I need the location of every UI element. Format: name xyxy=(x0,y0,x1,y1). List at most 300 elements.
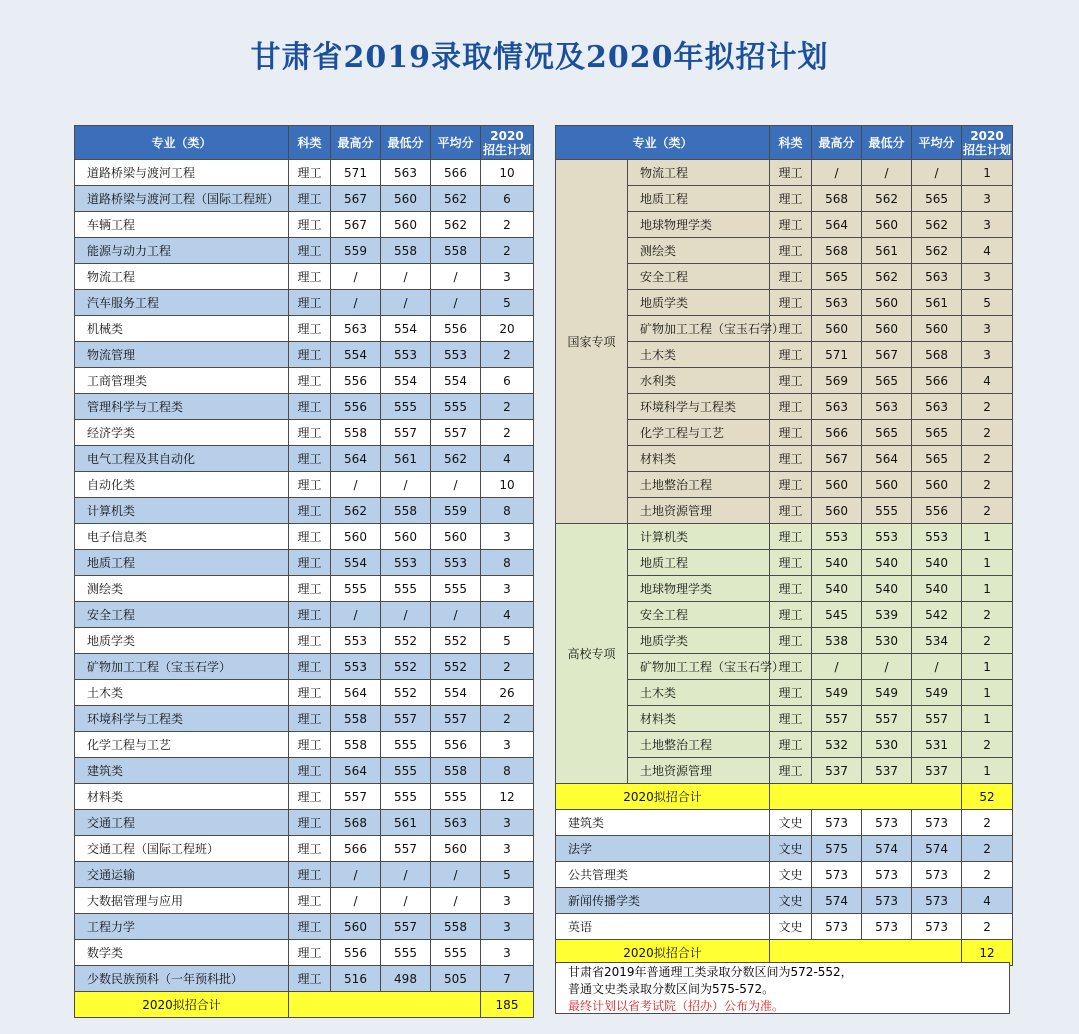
max-score-cell: 560 xyxy=(812,316,862,342)
avg-score-cell: 555 xyxy=(431,394,481,420)
max-score-cell: 537 xyxy=(812,758,862,784)
max-score-cell: 540 xyxy=(812,550,862,576)
table-row xyxy=(75,862,534,888)
min-score-cell: 552 xyxy=(381,654,431,680)
subject-cell: 理工 xyxy=(289,654,331,680)
max-score-cell: 540 xyxy=(812,576,862,602)
avg-score-cell: 560 xyxy=(431,524,481,550)
max-score-cell: 567 xyxy=(331,212,381,238)
left-total-blank xyxy=(289,992,481,1018)
major-cell: 电气工程及其自动化 xyxy=(75,446,289,472)
subject-cell: 理工 xyxy=(289,290,331,316)
avg-score-cell: 565 xyxy=(912,186,962,212)
group-label-cell: 国家专项 xyxy=(556,160,628,524)
major-cell: 建筑类 xyxy=(75,758,289,784)
plan-cell: 3 xyxy=(481,888,534,914)
min-score-cell: 555 xyxy=(381,758,431,784)
min-score-cell: 553 xyxy=(862,524,912,550)
max-score-cell: / xyxy=(812,654,862,680)
major-cell: 工商管理类 xyxy=(75,368,289,394)
max-score-cell: 557 xyxy=(812,706,862,732)
max-score-cell: 559 xyxy=(331,238,381,264)
subject-cell: 理工 xyxy=(770,602,812,628)
page-title: 甘肃省2019录取情况及2020年拟招计划 xyxy=(250,40,829,75)
subject-cell: 理工 xyxy=(770,472,812,498)
major-cell: 矿物加工工程（宝玉石学） xyxy=(628,316,770,342)
avg-score-cell: 562 xyxy=(912,212,962,238)
min-score-cell: 555 xyxy=(862,498,912,524)
avg-score-cell: 563 xyxy=(912,264,962,290)
left-total-row xyxy=(75,992,534,1018)
table-row xyxy=(75,550,534,576)
plan-cell: 2 xyxy=(962,810,1013,836)
avg-score-cell: / xyxy=(431,602,481,628)
max-score-cell: 562 xyxy=(331,498,381,524)
avg-score-cell: 558 xyxy=(431,238,481,264)
header-max-right: 最高分 xyxy=(812,126,862,160)
major-cell: 管理科学与工程类 xyxy=(75,394,289,420)
table-row xyxy=(75,498,534,524)
plan-cell: 3 xyxy=(481,524,534,550)
major-cell: 汽车服务工程 xyxy=(75,290,289,316)
table-row xyxy=(75,160,534,186)
min-score-cell: 557 xyxy=(381,836,431,862)
min-score-cell: 560 xyxy=(862,212,912,238)
plan-cell: 1 xyxy=(962,160,1013,186)
table-row xyxy=(75,472,534,498)
max-score-cell: 573 xyxy=(812,862,862,888)
avg-score-cell: 505 xyxy=(431,966,481,992)
table-row xyxy=(556,524,1013,550)
major-cell: 新闻传播学类 xyxy=(556,888,770,914)
plan-cell: 10 xyxy=(481,472,534,498)
min-score-cell: 573 xyxy=(862,914,912,940)
major-cell: 土地资源管理 xyxy=(628,758,770,784)
avg-score-cell: 573 xyxy=(912,810,962,836)
avg-score-cell: 557 xyxy=(431,706,481,732)
subject-cell: 理工 xyxy=(289,550,331,576)
min-score-cell: 563 xyxy=(862,394,912,420)
left-total-value: 185 xyxy=(481,992,534,1018)
avg-score-cell: 554 xyxy=(431,680,481,706)
major-cell: 环境科学与工程类 xyxy=(628,394,770,420)
table-row xyxy=(75,238,534,264)
min-score-cell: 552 xyxy=(381,680,431,706)
min-score-cell: / xyxy=(862,654,912,680)
major-cell: 材料类 xyxy=(628,446,770,472)
plan-cell: 3 xyxy=(481,732,534,758)
table-row xyxy=(75,680,534,706)
plan-cell: 3 xyxy=(481,810,534,836)
subject-cell: 理工 xyxy=(289,628,331,654)
max-score-cell: 557 xyxy=(331,784,381,810)
major-cell: 矿物加工工程（宝玉石学） xyxy=(75,654,289,680)
avg-score-cell: 540 xyxy=(912,550,962,576)
max-score-cell: 555 xyxy=(331,576,381,602)
min-score-cell: / xyxy=(381,472,431,498)
major-cell: 地质工程 xyxy=(628,550,770,576)
min-score-cell: 560 xyxy=(862,316,912,342)
max-score-cell: / xyxy=(331,888,381,914)
header-subject: 科类 xyxy=(289,126,331,160)
plan-cell: 3 xyxy=(481,576,534,602)
plan-cell: 4 xyxy=(962,368,1013,394)
min-score-cell: 553 xyxy=(381,550,431,576)
min-score-cell: / xyxy=(381,888,431,914)
subject-cell: 理工 xyxy=(770,732,812,758)
subject-cell: 理工 xyxy=(289,732,331,758)
table-row xyxy=(75,758,534,784)
max-score-cell: 573 xyxy=(812,810,862,836)
subject-cell: 理工 xyxy=(770,394,812,420)
max-score-cell: 558 xyxy=(331,706,381,732)
major-cell: 物流管理 xyxy=(75,342,289,368)
subject-cell: 理工 xyxy=(289,758,331,784)
min-score-cell: 560 xyxy=(381,212,431,238)
subject-cell: 理工 xyxy=(770,680,812,706)
major-cell: 安全工程 xyxy=(628,264,770,290)
major-cell: 材料类 xyxy=(628,706,770,732)
header-max: 最高分 xyxy=(331,126,381,160)
min-score-cell: 537 xyxy=(862,758,912,784)
subject-cell: 理工 xyxy=(289,602,331,628)
max-score-cell: 564 xyxy=(331,680,381,706)
min-score-cell: / xyxy=(381,264,431,290)
major-cell: 环境科学与工程类 xyxy=(75,706,289,732)
header-avg: 平均分 xyxy=(431,126,481,160)
plan-cell: 2 xyxy=(962,914,1013,940)
min-score-cell: 573 xyxy=(862,810,912,836)
max-score-cell: 556 xyxy=(331,940,381,966)
plan-cell: 2 xyxy=(481,238,534,264)
major-cell: 材料类 xyxy=(75,784,289,810)
avg-score-cell: 556 xyxy=(431,732,481,758)
avg-score-cell: 558 xyxy=(431,914,481,940)
max-score-cell: 565 xyxy=(812,264,862,290)
admission-table-right xyxy=(555,125,1013,966)
avg-score-cell: / xyxy=(431,472,481,498)
table-row xyxy=(556,862,1013,888)
avg-score-cell: 534 xyxy=(912,628,962,654)
subject-cell: 理工 xyxy=(770,550,812,576)
min-score-cell: 558 xyxy=(381,238,431,264)
subject-cell: 理工 xyxy=(770,498,812,524)
major-cell: 地球物理学类 xyxy=(628,212,770,238)
plan-cell: 3 xyxy=(962,316,1013,342)
major-cell: 道路桥梁与渡河工程 xyxy=(75,160,289,186)
avg-score-cell: / xyxy=(431,290,481,316)
min-score-cell: 552 xyxy=(381,628,431,654)
major-cell: 道路桥梁与渡河工程（国际工程班） xyxy=(75,186,289,212)
subject-cell: 理工 xyxy=(289,966,331,992)
min-score-cell: 540 xyxy=(862,550,912,576)
max-score-cell: 538 xyxy=(812,628,862,654)
min-score-cell: 498 xyxy=(381,966,431,992)
avg-score-cell: 560 xyxy=(912,472,962,498)
max-score-cell: / xyxy=(331,290,381,316)
header-avg-right: 平均分 xyxy=(912,126,962,160)
avg-score-cell: 563 xyxy=(431,810,481,836)
table-row xyxy=(75,290,534,316)
min-score-cell: 558 xyxy=(381,498,431,524)
subject-cell: 理工 xyxy=(289,212,331,238)
min-score-cell: 557 xyxy=(381,420,431,446)
plan-cell: 1 xyxy=(962,550,1013,576)
major-cell: 地质学类 xyxy=(75,628,289,654)
avg-score-cell: 553 xyxy=(431,550,481,576)
avg-score-cell: 540 xyxy=(912,576,962,602)
subject-cell: 理工 xyxy=(289,836,331,862)
max-score-cell: 571 xyxy=(331,160,381,186)
max-score-cell: 567 xyxy=(331,186,381,212)
major-cell: 矿物加工工程（宝玉石学） xyxy=(628,654,770,680)
max-score-cell: 558 xyxy=(331,732,381,758)
subject-cell: 理工 xyxy=(289,784,331,810)
plan-cell: 1 xyxy=(962,758,1013,784)
major-cell: 计算机类 xyxy=(75,498,289,524)
subject-cell: 理工 xyxy=(289,186,331,212)
min-score-cell: 557 xyxy=(381,706,431,732)
plan-cell: 2 xyxy=(962,446,1013,472)
avg-score-cell: 553 xyxy=(431,342,481,368)
max-score-cell: 563 xyxy=(812,290,862,316)
min-score-cell: 555 xyxy=(381,576,431,602)
subject-cell: 理工 xyxy=(289,576,331,602)
plan-cell: 8 xyxy=(481,758,534,784)
table-row xyxy=(75,732,534,758)
table-row xyxy=(75,888,534,914)
subject-cell: 理工 xyxy=(770,420,812,446)
max-score-cell: 560 xyxy=(812,472,862,498)
table-row xyxy=(556,836,1013,862)
avg-score-cell: 563 xyxy=(912,394,962,420)
table-row xyxy=(75,576,534,602)
major-cell: 化学工程与工艺 xyxy=(628,420,770,446)
min-score-cell: 564 xyxy=(862,446,912,472)
total-label: 2020拟招合计 xyxy=(556,940,770,966)
table-row xyxy=(556,914,1013,940)
table-row xyxy=(75,628,534,654)
avg-score-cell: 562 xyxy=(431,446,481,472)
plan-cell: 2 xyxy=(962,732,1013,758)
header-subject-right: 科类 xyxy=(770,126,812,160)
subject-cell: 理工 xyxy=(289,238,331,264)
max-score-cell: 568 xyxy=(331,810,381,836)
plan-cell: 5 xyxy=(481,862,534,888)
subject-cell: 理工 xyxy=(289,368,331,394)
major-cell: 土木类 xyxy=(628,680,770,706)
min-score-cell: 560 xyxy=(862,290,912,316)
table-row xyxy=(75,394,534,420)
min-score-cell: 573 xyxy=(862,862,912,888)
avg-score-cell: 531 xyxy=(912,732,962,758)
max-score-cell: / xyxy=(331,602,381,628)
plan-cell: 12 xyxy=(481,784,534,810)
major-cell: 公共管理类 xyxy=(556,862,770,888)
avg-score-cell: 562 xyxy=(912,238,962,264)
major-cell: 法学 xyxy=(556,836,770,862)
avg-score-cell: 559 xyxy=(431,498,481,524)
max-score-cell: 553 xyxy=(331,654,381,680)
major-cell: 物流工程 xyxy=(628,160,770,186)
plan-cell: 1 xyxy=(962,706,1013,732)
total-blank xyxy=(770,784,962,810)
table-row xyxy=(75,316,534,342)
avg-score-cell: / xyxy=(912,160,962,186)
plan-cell: 2 xyxy=(481,654,534,680)
max-score-cell: 571 xyxy=(812,342,862,368)
avg-score-cell: 554 xyxy=(431,368,481,394)
note-line-2: 普通文史类录取分数区间为575-572。 xyxy=(568,982,775,996)
min-score-cell: 539 xyxy=(862,602,912,628)
plan-cell: 5 xyxy=(481,628,534,654)
max-score-cell: / xyxy=(812,160,862,186)
plan-cell: 4 xyxy=(962,238,1013,264)
subject-cell: 理工 xyxy=(770,576,812,602)
subject-cell: 理工 xyxy=(770,212,812,238)
max-score-cell: / xyxy=(331,472,381,498)
table-row xyxy=(75,602,534,628)
max-score-cell: 553 xyxy=(331,628,381,654)
max-score-cell: 558 xyxy=(331,420,381,446)
subject-cell: 理工 xyxy=(289,524,331,550)
subject-cell: 理工 xyxy=(289,888,331,914)
max-score-cell: 554 xyxy=(331,342,381,368)
avg-score-cell: 555 xyxy=(431,940,481,966)
min-score-cell: 563 xyxy=(381,160,431,186)
major-cell: 土木类 xyxy=(75,680,289,706)
min-score-cell: 561 xyxy=(862,238,912,264)
avg-score-cell: 560 xyxy=(431,836,481,862)
plan-cell: 4 xyxy=(962,888,1013,914)
max-score-cell: 569 xyxy=(812,368,862,394)
plan-cell: 3 xyxy=(481,836,534,862)
subject-cell: 文史 xyxy=(770,914,812,940)
major-cell: 地质工程 xyxy=(75,550,289,576)
major-cell: 计算机类 xyxy=(628,524,770,550)
max-score-cell: 563 xyxy=(331,316,381,342)
plan-cell: 1 xyxy=(962,576,1013,602)
max-score-cell: 574 xyxy=(812,888,862,914)
notes-box xyxy=(555,962,1010,1014)
avg-score-cell: 553 xyxy=(912,524,962,550)
major-cell: 水利类 xyxy=(628,368,770,394)
subject-cell: 理工 xyxy=(289,446,331,472)
subject-cell: 理工 xyxy=(770,264,812,290)
table-row xyxy=(75,264,534,290)
min-score-cell: / xyxy=(381,862,431,888)
table-row xyxy=(75,654,534,680)
plan-cell: 2 xyxy=(962,420,1013,446)
plan-cell: 3 xyxy=(481,914,534,940)
avg-score-cell: 561 xyxy=(912,290,962,316)
max-score-cell: 567 xyxy=(812,446,862,472)
header-plan-right: 2020 招生计划 xyxy=(962,126,1013,160)
major-cell: 土地资源管理 xyxy=(628,498,770,524)
major-cell: 机械类 xyxy=(75,316,289,342)
avg-score-cell: 537 xyxy=(912,758,962,784)
max-score-cell: 516 xyxy=(331,966,381,992)
subject-cell: 理工 xyxy=(770,524,812,550)
max-score-cell: 560 xyxy=(331,524,381,550)
subject-cell: 理工 xyxy=(770,446,812,472)
plan-cell: 2 xyxy=(962,472,1013,498)
subject-cell: 理工 xyxy=(289,498,331,524)
max-score-cell: 553 xyxy=(812,524,862,550)
header-min: 最低分 xyxy=(381,126,431,160)
avg-score-cell: 552 xyxy=(431,654,481,680)
major-cell: 安全工程 xyxy=(75,602,289,628)
subject-cell: 理工 xyxy=(289,264,331,290)
plan-cell: 3 xyxy=(962,264,1013,290)
plan-cell: 2 xyxy=(962,394,1013,420)
total-value: 52 xyxy=(962,784,1013,810)
plan-cell: 5 xyxy=(962,290,1013,316)
subject-cell: 理工 xyxy=(770,706,812,732)
min-score-cell: 555 xyxy=(381,394,431,420)
min-score-cell: / xyxy=(862,160,912,186)
table-row xyxy=(75,836,534,862)
plan-cell: 2 xyxy=(481,342,534,368)
max-score-cell: 564 xyxy=(331,758,381,784)
plan-cell: 2 xyxy=(962,836,1013,862)
max-score-cell: 563 xyxy=(812,394,862,420)
avg-score-cell: 560 xyxy=(912,316,962,342)
major-cell: 工程力学 xyxy=(75,914,289,940)
plan-cell: 3 xyxy=(481,264,534,290)
plan-cell: 3 xyxy=(962,342,1013,368)
admission-table-left xyxy=(74,125,534,1018)
avg-score-cell: / xyxy=(912,654,962,680)
max-score-cell: / xyxy=(331,264,381,290)
avg-score-cell: 556 xyxy=(912,498,962,524)
min-score-cell: 549 xyxy=(862,680,912,706)
avg-score-cell: 573 xyxy=(912,914,962,940)
major-cell: 物流工程 xyxy=(75,264,289,290)
max-score-cell: 564 xyxy=(331,446,381,472)
avg-score-cell: 573 xyxy=(912,862,962,888)
subject-cell: 理工 xyxy=(770,316,812,342)
plan-cell: 3 xyxy=(962,186,1013,212)
plan-cell: 26 xyxy=(481,680,534,706)
major-cell: 土地整治工程 xyxy=(628,472,770,498)
plan-cell: 4 xyxy=(481,602,534,628)
avg-score-cell: 574 xyxy=(912,836,962,862)
min-score-cell: 553 xyxy=(381,342,431,368)
plan-cell: 1 xyxy=(962,654,1013,680)
subject-cell: 理工 xyxy=(770,628,812,654)
max-score-cell: 575 xyxy=(812,836,862,862)
avg-score-cell: 552 xyxy=(431,628,481,654)
min-score-cell: 557 xyxy=(381,914,431,940)
max-score-cell: / xyxy=(331,862,381,888)
major-cell: 数学类 xyxy=(75,940,289,966)
major-cell: 测绘类 xyxy=(75,576,289,602)
subject-cell: 理工 xyxy=(770,160,812,186)
major-cell: 大数据管理与应用 xyxy=(75,888,289,914)
plan-cell: 6 xyxy=(481,368,534,394)
subject-cell: 理工 xyxy=(770,238,812,264)
avg-score-cell: / xyxy=(431,264,481,290)
major-cell: 经济学类 xyxy=(75,420,289,446)
plan-cell: 2 xyxy=(481,420,534,446)
table-row xyxy=(556,888,1013,914)
subject-cell: 理工 xyxy=(770,186,812,212)
max-score-cell: 568 xyxy=(812,238,862,264)
subject-cell: 理工 xyxy=(289,810,331,836)
plan-cell: 8 xyxy=(481,498,534,524)
min-score-cell: 567 xyxy=(862,342,912,368)
